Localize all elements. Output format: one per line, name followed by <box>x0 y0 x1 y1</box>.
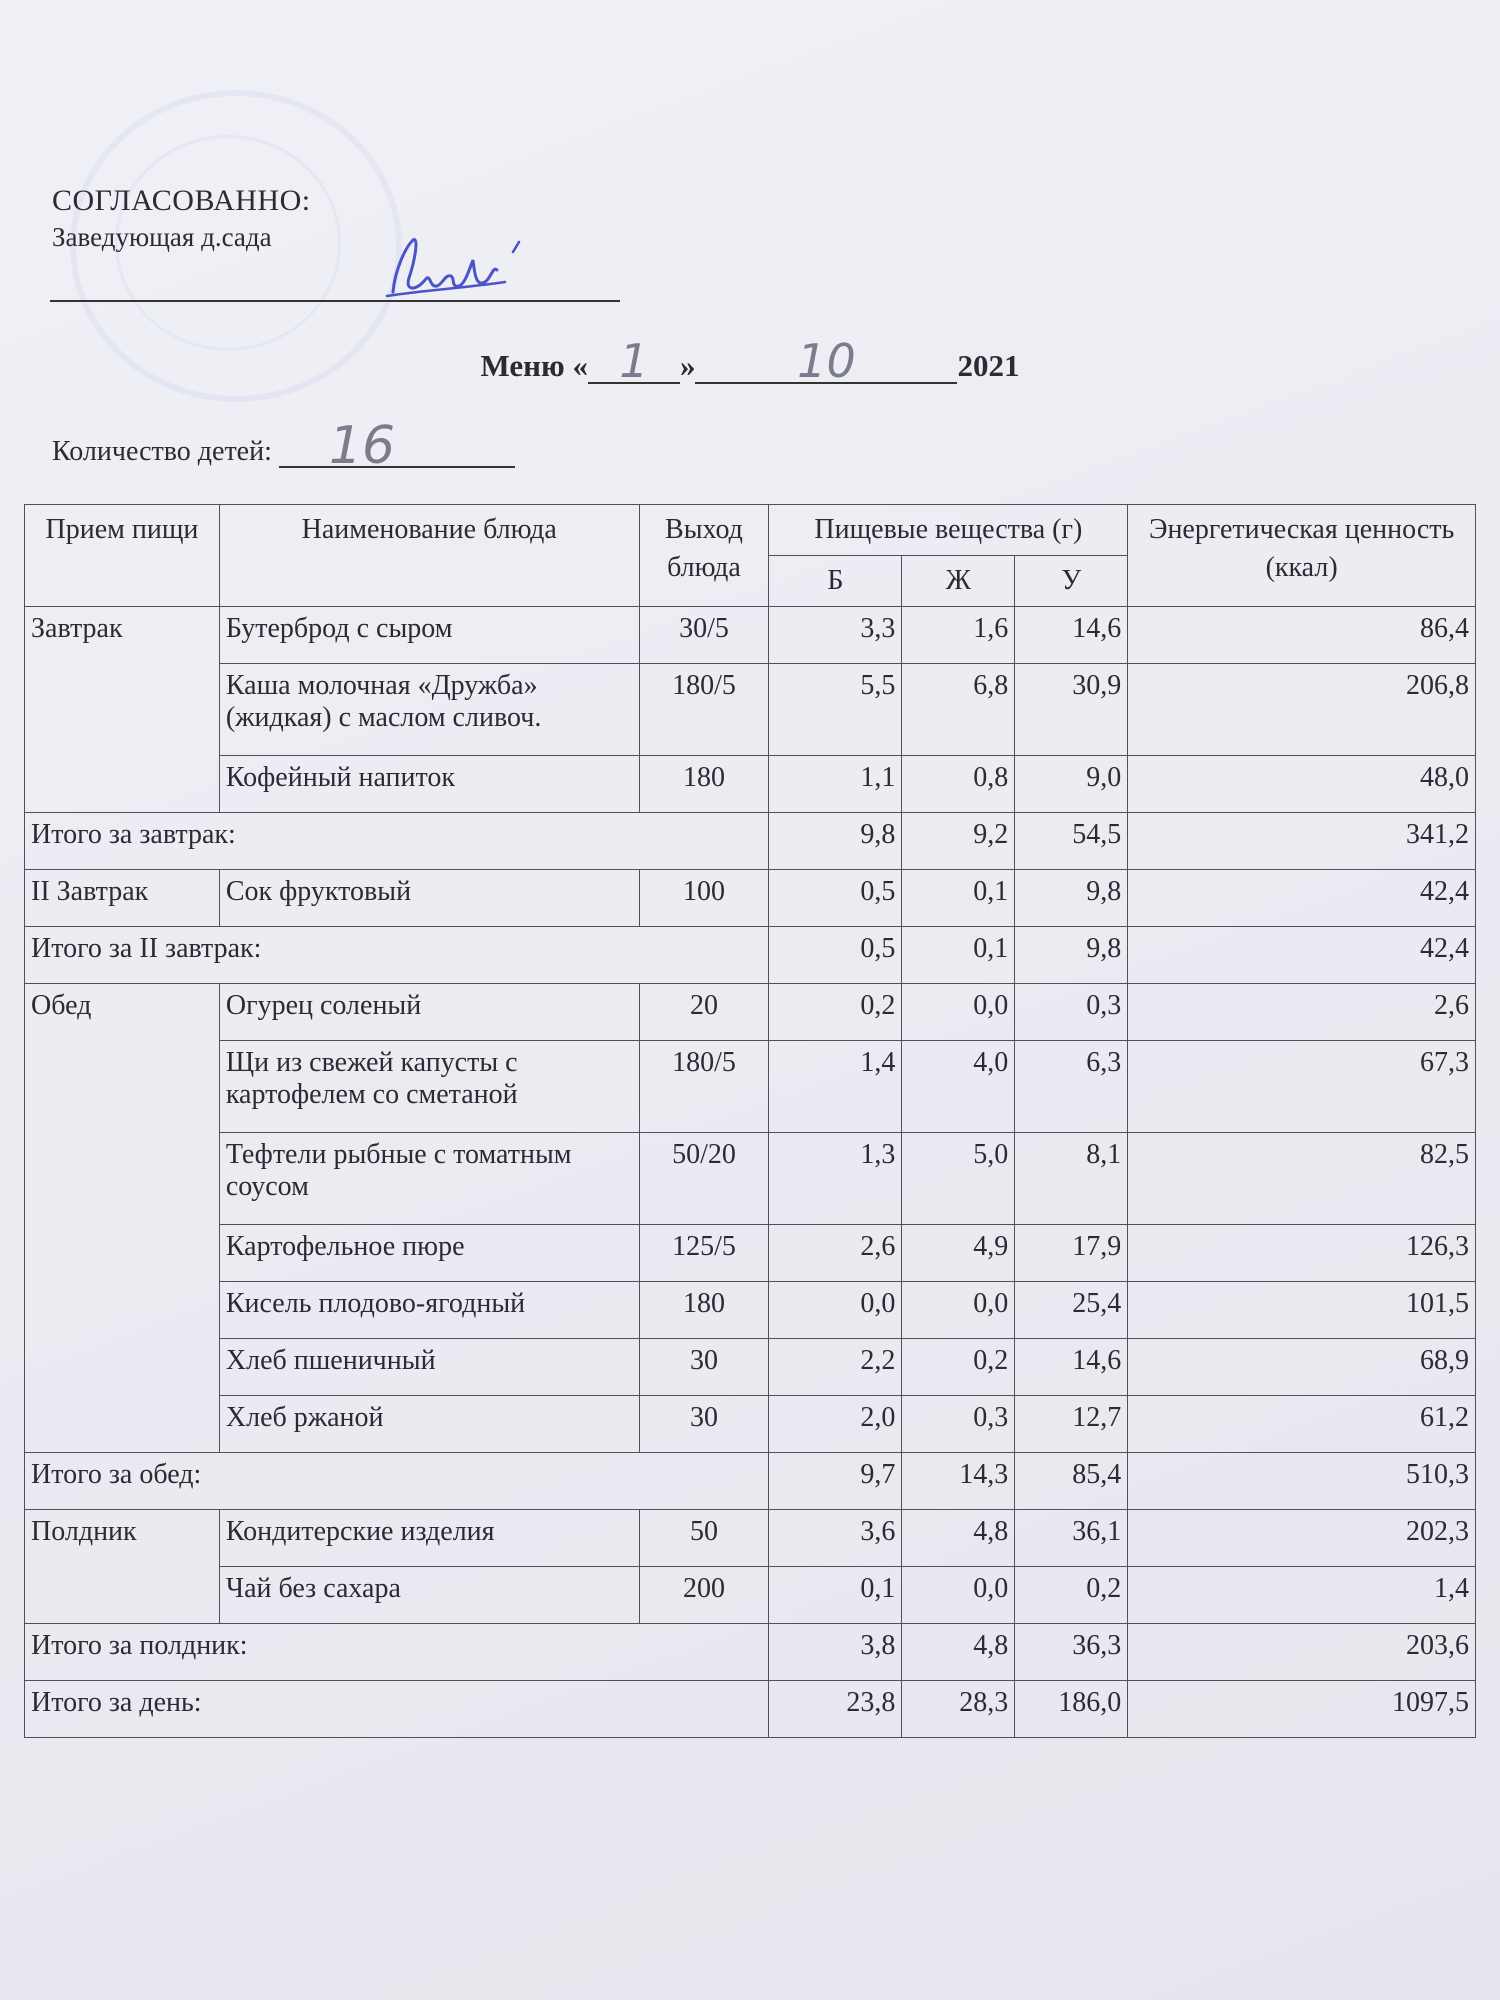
total-kcal: 510,3 <box>1128 1453 1476 1510</box>
value-zh: 0,0 <box>902 1282 1015 1339</box>
dish-yield: 30 <box>639 1339 769 1396</box>
value-kcal: 1,4 <box>1128 1567 1476 1624</box>
day-blank <box>588 334 680 388</box>
value-kcal: 206,8 <box>1128 664 1476 756</box>
value-kcal: 67,3 <box>1128 1041 1476 1133</box>
value-b: 1,4 <box>769 1041 902 1133</box>
handwritten-month: 10 <box>797 334 856 388</box>
total-b: 9,8 <box>769 813 902 870</box>
dish-name: Кофейный напиток <box>219 756 639 813</box>
handwritten-day: 1 <box>619 334 649 388</box>
children-label: Количество детей: <box>52 436 272 467</box>
approval-heading: СОГЛАСОВАННО: <box>52 184 311 217</box>
meal-label: Полдник <box>25 1510 220 1624</box>
header-dish: Наименование блюда <box>219 505 639 607</box>
value-u: 14,6 <box>1015 1339 1128 1396</box>
header-zh: Ж <box>902 556 1015 607</box>
meal-label: II Завтрак <box>25 870 220 927</box>
dish-yield: 180/5 <box>639 1041 769 1133</box>
total-kcal: 341,2 <box>1128 813 1476 870</box>
table-row <box>25 1396 1476 1453</box>
total-zh: 9,2 <box>902 813 1015 870</box>
table-row <box>25 984 1476 1041</box>
total-kcal: 203,6 <box>1128 1624 1476 1681</box>
menu-table <box>24 504 1476 1738</box>
total-b: 3,8 <box>769 1624 902 1681</box>
header-meal: Прием пищи <box>25 505 220 607</box>
value-kcal: 2,6 <box>1128 984 1476 1041</box>
signature-line <box>50 300 620 302</box>
value-b: 2,2 <box>769 1339 902 1396</box>
dish-yield: 125/5 <box>639 1225 769 1282</box>
value-u: 12,7 <box>1015 1396 1128 1453</box>
table-row <box>25 1339 1476 1396</box>
value-kcal: 202,3 <box>1128 1510 1476 1567</box>
total-label: Итого за II завтрак: <box>25 927 769 984</box>
dish-name: Кондитерские изделия <box>219 1510 639 1567</box>
dish-name: Бутерброд с сыром <box>219 607 639 664</box>
table-row <box>25 756 1476 813</box>
value-u: 0,3 <box>1015 984 1128 1041</box>
value-kcal: 61,2 <box>1128 1396 1476 1453</box>
total-kcal: 42,4 <box>1128 927 1476 984</box>
total-b: 0,5 <box>769 927 902 984</box>
value-zh: 0,8 <box>902 756 1015 813</box>
total-zh: 14,3 <box>902 1453 1015 1510</box>
value-kcal: 82,5 <box>1128 1133 1476 1225</box>
day-total-u: 186,0 <box>1015 1681 1128 1738</box>
header-nutrients: Пищевые вещества (г) <box>769 505 1128 556</box>
value-kcal: 101,5 <box>1128 1282 1476 1339</box>
value-b: 2,6 <box>769 1225 902 1282</box>
dish-yield: 30/5 <box>639 607 769 664</box>
dish-yield: 100 <box>639 870 769 927</box>
total-u: 85,4 <box>1015 1453 1128 1510</box>
dish-name: Хлеб ржаной <box>219 1396 639 1453</box>
total-u: 54,5 <box>1015 813 1128 870</box>
day-total-kcal: 1097,5 <box>1128 1681 1476 1738</box>
dish-yield: 180 <box>639 756 769 813</box>
value-b: 1,3 <box>769 1133 902 1225</box>
table-row <box>25 1282 1476 1339</box>
title-year: 2021 <box>957 348 1020 383</box>
total-u: 36,3 <box>1015 1624 1128 1681</box>
total-zh: 4,8 <box>902 1624 1015 1681</box>
value-b: 3,3 <box>769 607 902 664</box>
value-zh: 4,9 <box>902 1225 1015 1282</box>
value-b: 5,5 <box>769 664 902 756</box>
total-zh: 0,1 <box>902 927 1015 984</box>
value-zh: 4,0 <box>902 1041 1015 1133</box>
total-b: 9,7 <box>769 1453 902 1510</box>
value-u: 14,6 <box>1015 607 1128 664</box>
value-zh: 5,0 <box>902 1133 1015 1225</box>
total-label: Итого за обед: <box>25 1453 769 1510</box>
value-kcal: 68,9 <box>1128 1339 1476 1396</box>
header-energy: Энергетическая ценность (ккал) <box>1128 505 1476 607</box>
approval-block <box>52 183 311 255</box>
table-row <box>25 870 1476 927</box>
approval-role: Заведующая д.сада <box>52 222 272 252</box>
month-blank <box>695 334 957 388</box>
value-u: 8,1 <box>1015 1133 1128 1225</box>
dish-yield: 200 <box>639 1567 769 1624</box>
total-label: Итого за завтрак: <box>25 813 769 870</box>
meal-label: Завтрак <box>25 607 220 813</box>
menu-title <box>0 334 1500 388</box>
value-u: 0,2 <box>1015 1567 1128 1624</box>
dish-name: Огурец соленый <box>219 984 639 1041</box>
value-b: 0,1 <box>769 1567 902 1624</box>
header-b: Б <box>769 556 902 607</box>
value-kcal: 48,0 <box>1128 756 1476 813</box>
header-yield: Выход блюда <box>639 505 769 607</box>
dish-name: Тефтели рыбные с томатным соусом <box>219 1133 639 1225</box>
signature <box>385 230 535 315</box>
total-u: 9,8 <box>1015 927 1128 984</box>
day-total-zh: 28,3 <box>902 1681 1015 1738</box>
value-u: 36,1 <box>1015 1510 1128 1567</box>
day-total-label: Итого за день: <box>25 1681 769 1738</box>
dish-yield: 180/5 <box>639 664 769 756</box>
value-b: 1,1 <box>769 756 902 813</box>
table-row <box>25 664 1476 756</box>
dish-yield: 50 <box>639 1510 769 1567</box>
header-u: У <box>1015 556 1128 607</box>
total-label: Итого за полдник: <box>25 1624 769 1681</box>
value-zh: 0,2 <box>902 1339 1015 1396</box>
dish-name: Картофельное пюре <box>219 1225 639 1282</box>
dish-name: Сок фруктовый <box>219 870 639 927</box>
value-kcal: 86,4 <box>1128 607 1476 664</box>
value-b: 0,0 <box>769 1282 902 1339</box>
value-zh: 0,0 <box>902 984 1015 1041</box>
table-row <box>25 1225 1476 1282</box>
value-kcal: 126,3 <box>1128 1225 1476 1282</box>
table-row <box>25 1567 1476 1624</box>
dish-yield: 20 <box>639 984 769 1041</box>
value-zh: 4,8 <box>902 1510 1015 1567</box>
dish-name: Каша молочная «Дружба» (жидкая) с маслом сливоч. <box>219 664 639 756</box>
meal-label: Обед <box>25 984 220 1453</box>
table-row <box>25 1041 1476 1133</box>
value-zh: 0,0 <box>902 1567 1015 1624</box>
value-zh: 1,6 <box>902 607 1015 664</box>
value-u: 6,3 <box>1015 1041 1128 1133</box>
value-b: 2,0 <box>769 1396 902 1453</box>
dish-yield: 30 <box>639 1396 769 1453</box>
table-row <box>25 1510 1476 1567</box>
dish-name: Щи из свежей капусты с картофелем со сметаной <box>219 1041 639 1133</box>
dish-yield: 50/20 <box>639 1133 769 1225</box>
dish-yield: 180 <box>639 1282 769 1339</box>
day-total-b: 23,8 <box>769 1681 902 1738</box>
handwritten-children-count: 16 <box>328 416 396 476</box>
children-blank <box>279 416 515 476</box>
value-zh: 6,8 <box>902 664 1015 756</box>
dish-name: Хлеб пшеничный <box>219 1339 639 1396</box>
total-row <box>25 813 1476 870</box>
table-row <box>25 607 1476 664</box>
title-mid: » <box>679 348 696 383</box>
dish-name: Чай без сахара <box>219 1567 639 1624</box>
title-prefix: Меню « <box>480 348 588 383</box>
value-b: 3,6 <box>769 1510 902 1567</box>
value-u: 30,9 <box>1015 664 1128 756</box>
total-row <box>25 1453 1476 1510</box>
day-total-row <box>25 1681 1476 1738</box>
value-b: 0,5 <box>769 870 902 927</box>
value-u: 9,8 <box>1015 870 1128 927</box>
total-row <box>25 1624 1476 1681</box>
value-kcal: 42,4 <box>1128 870 1476 927</box>
value-u: 9,0 <box>1015 756 1128 813</box>
value-u: 17,9 <box>1015 1225 1128 1282</box>
children-count-line <box>52 416 515 476</box>
value-zh: 0,3 <box>902 1396 1015 1453</box>
value-b: 0,2 <box>769 984 902 1041</box>
total-row <box>25 927 1476 984</box>
table-row <box>25 1133 1476 1225</box>
value-zh: 0,1 <box>902 870 1015 927</box>
value-u: 25,4 <box>1015 1282 1128 1339</box>
dish-name: Кисель плодово-ягодный <box>219 1282 639 1339</box>
